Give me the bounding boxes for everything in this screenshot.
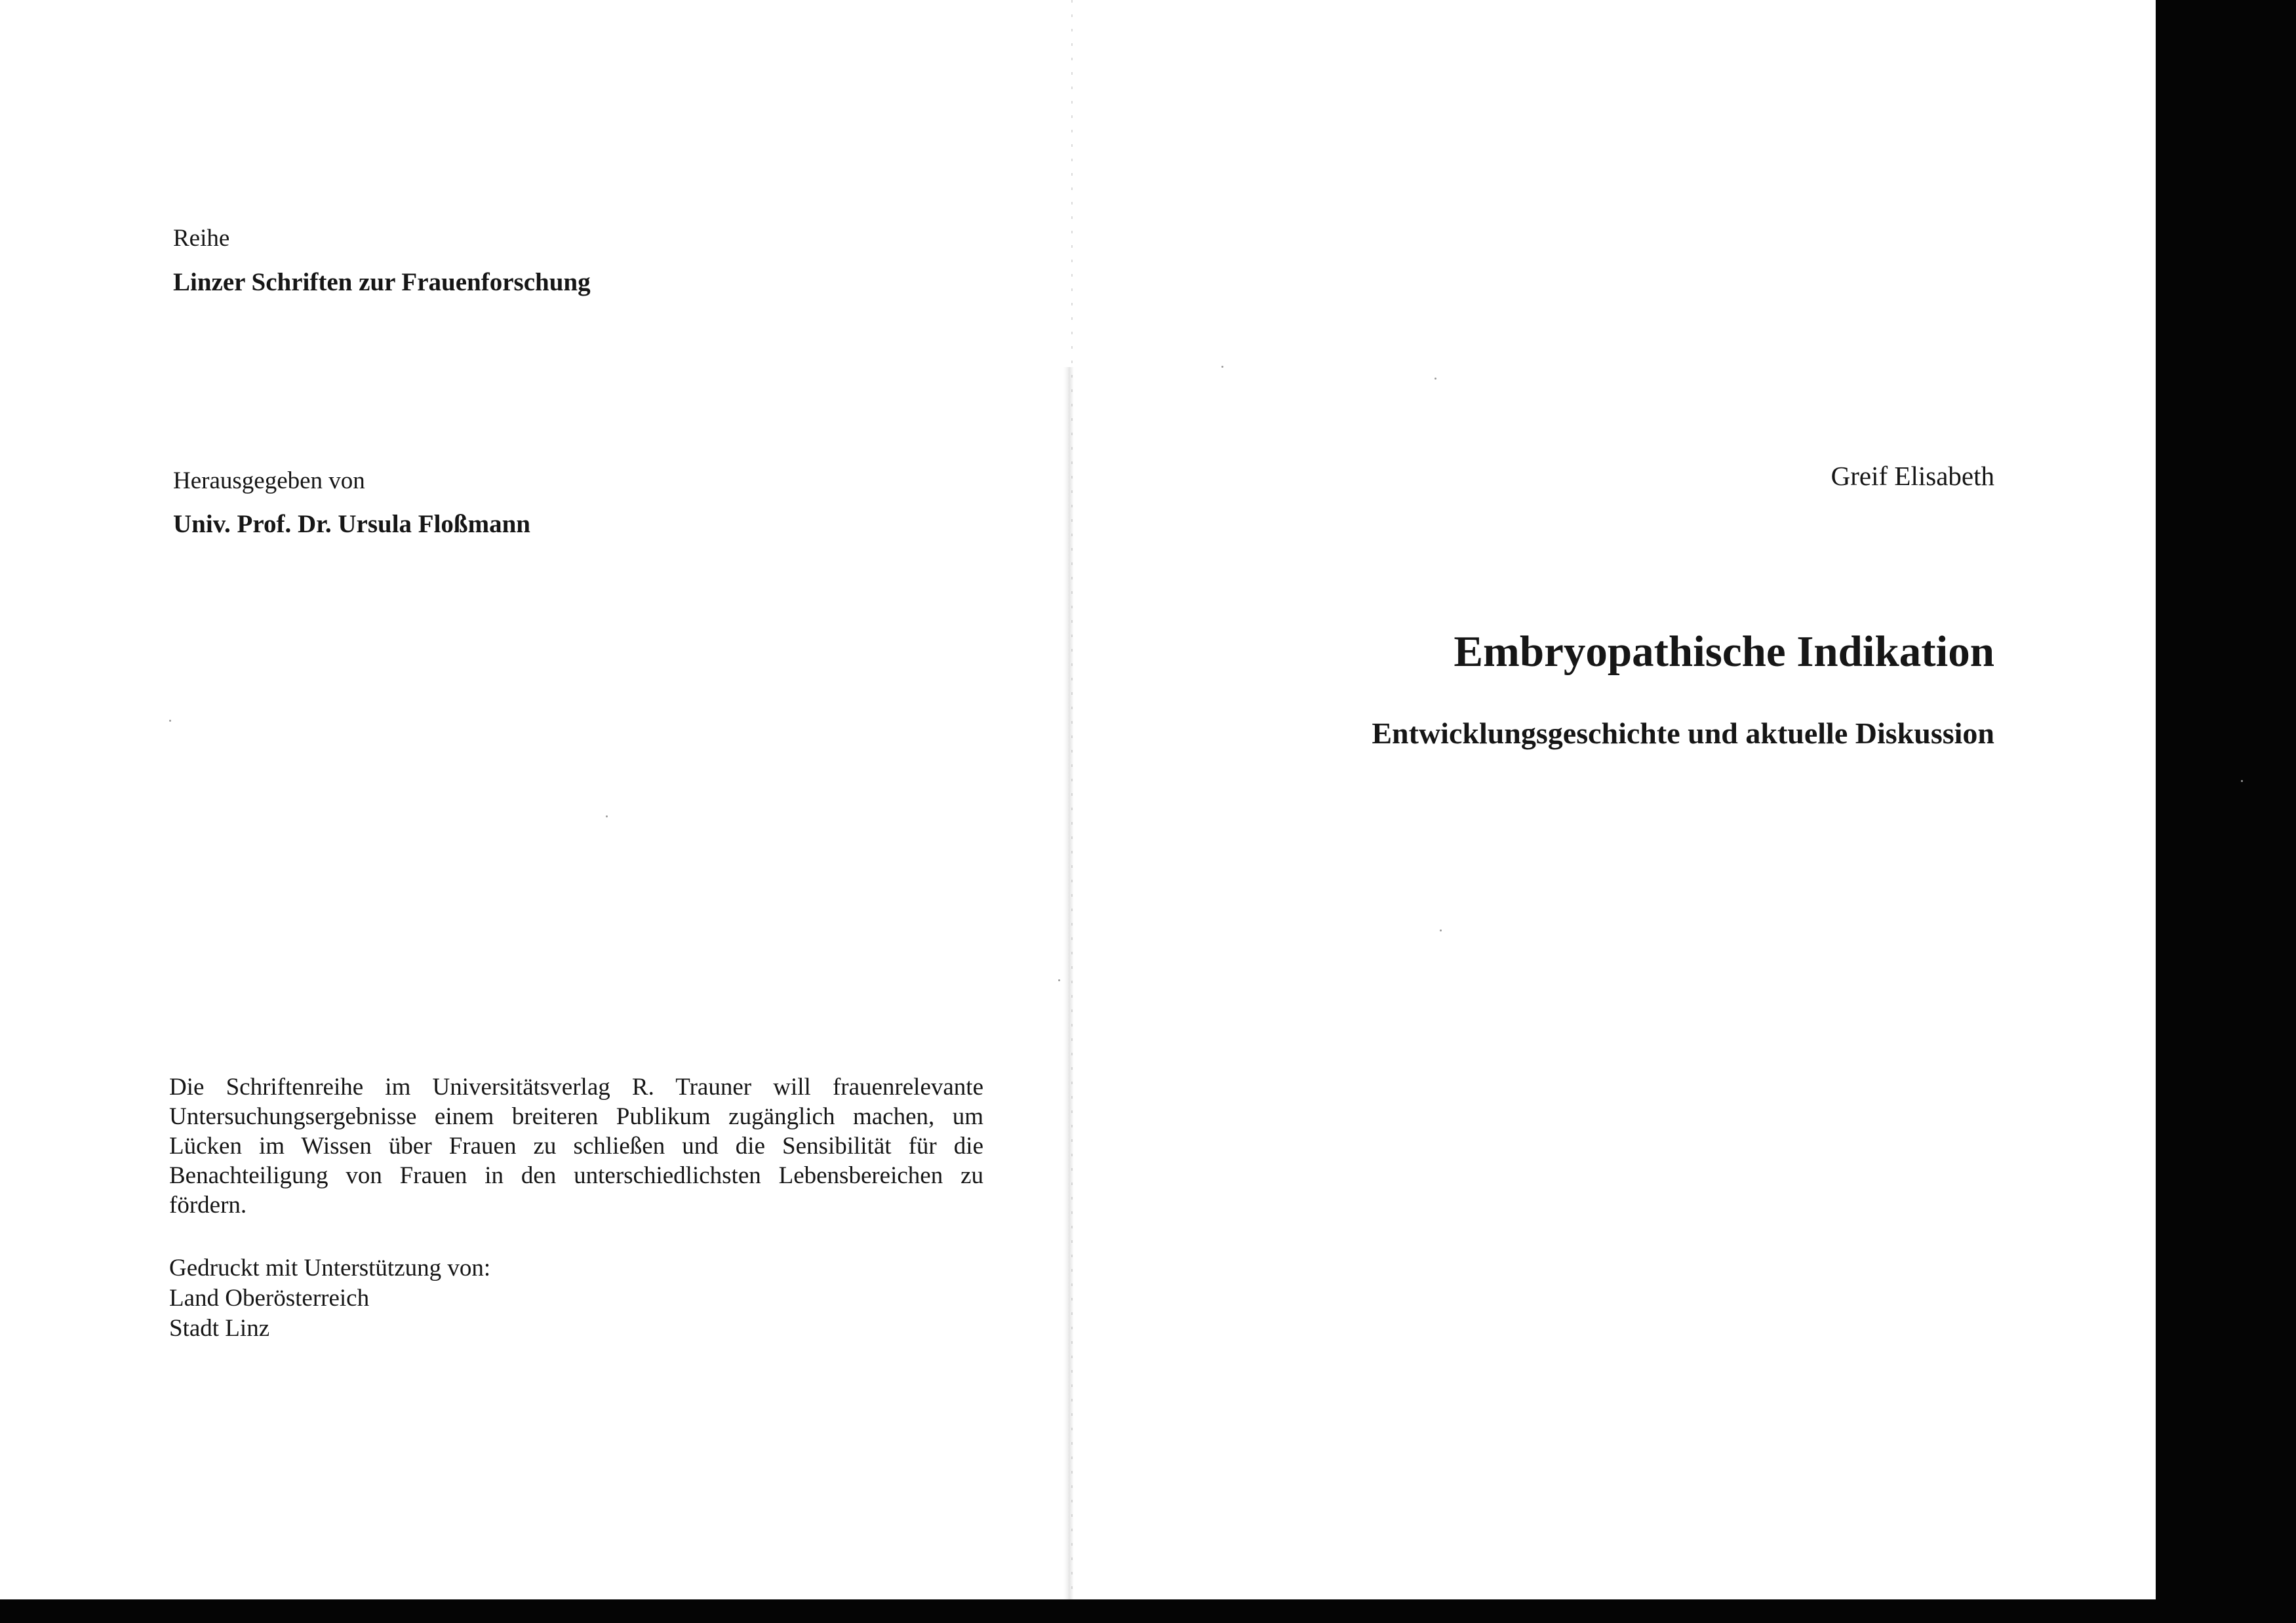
book-subtitle: Entwicklungsgeschichte und aktuelle Diskussion: [1372, 716, 1994, 750]
page-fold-line: [1071, 0, 1073, 1599]
series-description: Die Schriftenreihe im Universitätsverlag R. Trauner will frauenrelevante Untersuchungsergebnisse einem breiteren Publikum zugänglich machen, um Lücken im Wissen über Frauen zu schließen und die Sensibilität für die Benachteiligung von Frauen in den unterschiedlichsten Lebensbereichen zu fördern.: [169, 1074, 983, 1219]
series-label: Reihe: [173, 225, 230, 252]
dust-speck: [1440, 929, 1442, 931]
series-title: Linzer Schriften zur Frauenforschung: [173, 268, 591, 296]
dust-speck: [1058, 979, 1060, 981]
editor-label: Herausgegeben von: [173, 467, 365, 494]
dust-speck: [606, 815, 608, 817]
supporter-item: Land Oberösterreich: [169, 1285, 370, 1312]
book-title: Embryopathische Indikation: [1454, 627, 1994, 676]
dust-speck: [1221, 366, 1223, 368]
support-label: Gedruckt mit Unterstützung von:: [169, 1255, 491, 1281]
support-block: [169, 1253, 490, 1344]
scanner-border-right: [2156, 0, 2296, 1623]
dust-speck: [1435, 378, 1436, 380]
editor-name: Univ. Prof. Dr. Ursula Floßmann: [173, 510, 530, 538]
supporter-item: Stadt Linz: [169, 1315, 270, 1342]
author-name: Greif Elisabeth: [1831, 461, 1994, 491]
dust-speck: [169, 720, 171, 722]
dust-speck: [2241, 780, 2243, 782]
scanner-border-bottom: [0, 1599, 2296, 1623]
